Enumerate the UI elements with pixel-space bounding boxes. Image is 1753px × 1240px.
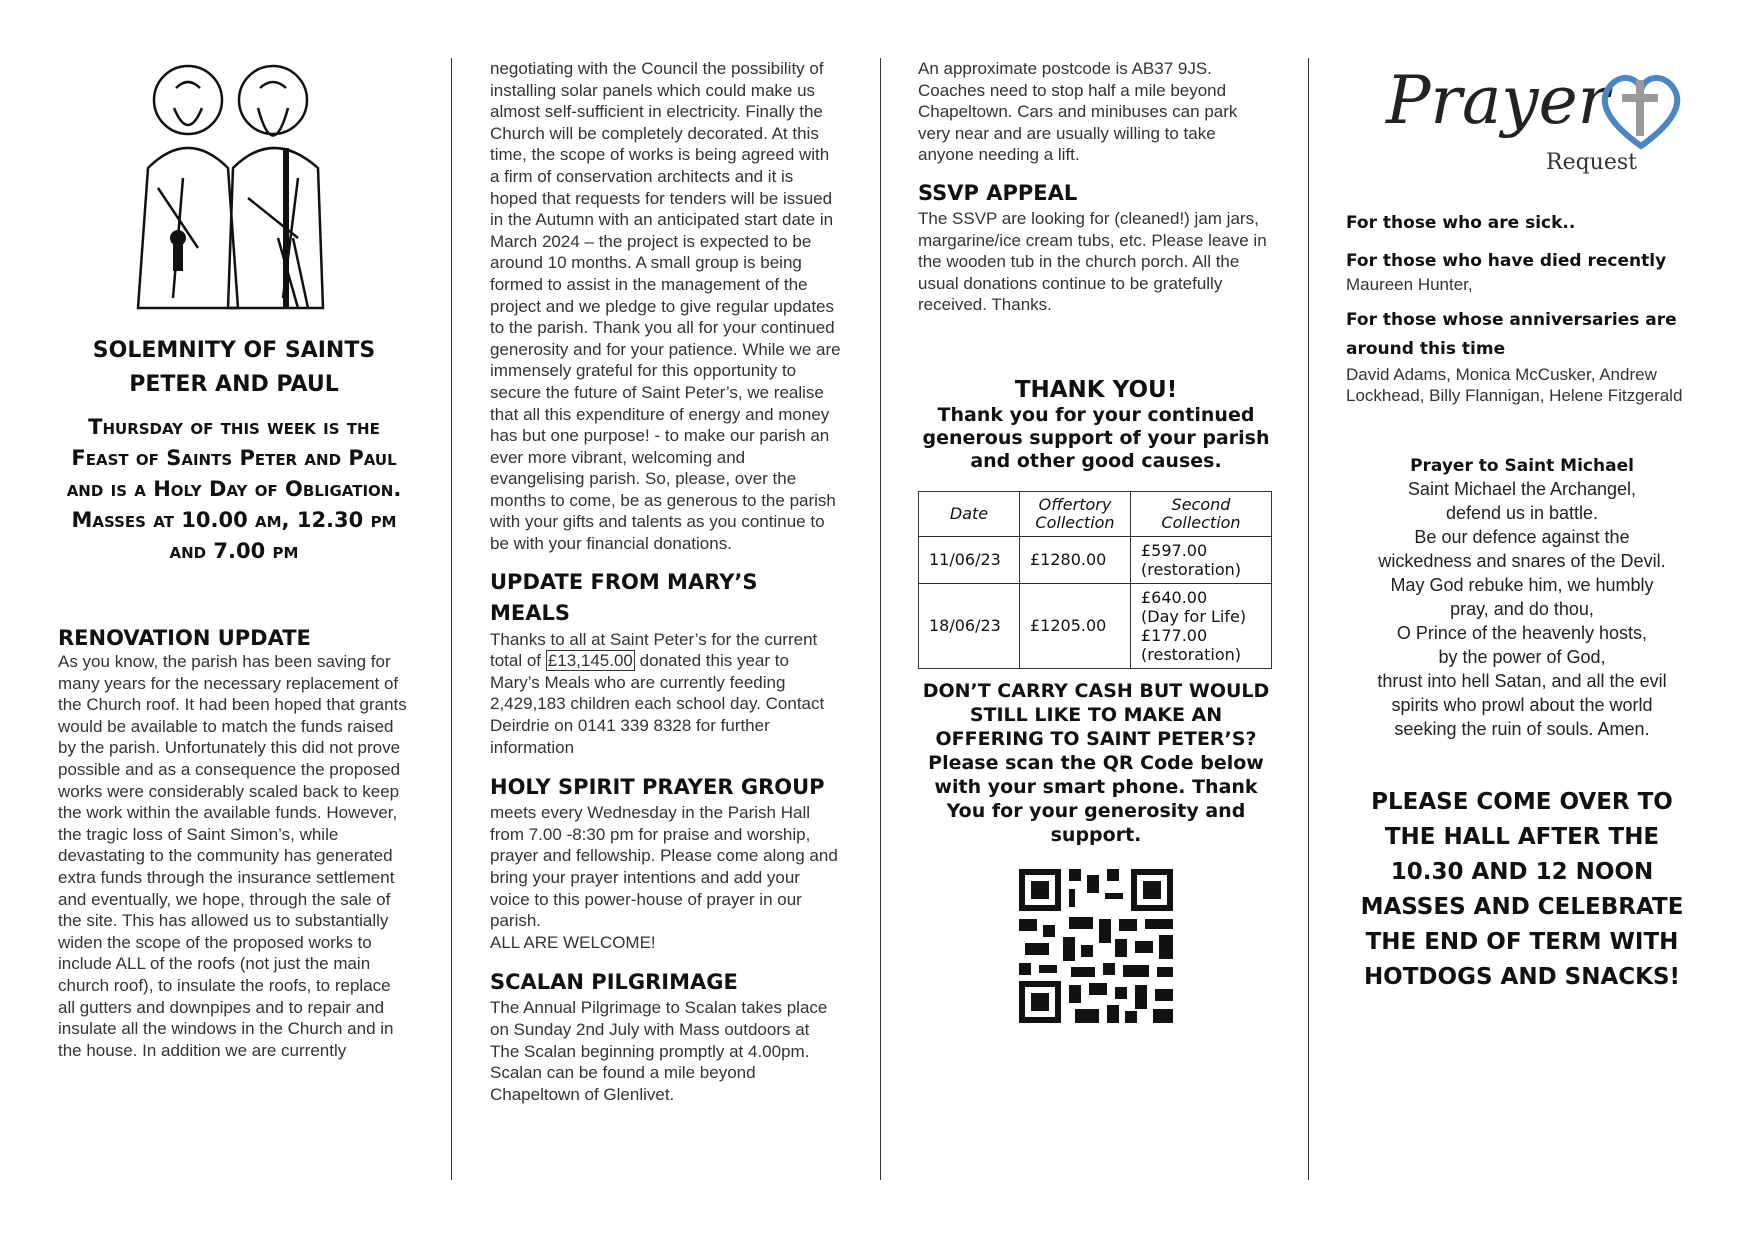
row-second: £597.00 (restoration) (1131, 536, 1272, 583)
anniversaries-names: David Adams, Monica McCusker, Andrew Lockhead, Billy Flannigan, Helene Fitzgerald (1346, 364, 1683, 406)
scalan-text-continued: An approximate postcode is AB37 9JS. Coaches need to stop half a mile beyond Chapeltown. Cars and minibuses can park very near and are usually willing to take anyone needing a lift. (918, 59, 1238, 165)
renovation-text-continued: negotiating with the Council the possibility of installing solar panels which could make us almost self-sufficient in electricity. Finally the Church will be completely decorated. At this time, the scope of works is being agreed with a firm of conservation architects and it is hoped that requests for tenders will be issued in the Autumn with an anticipated start date in March 2024 – the project is expected to be around 10 months. A small group is being formed to assist in the management of the project and we pledge to give regular updates to the parish. Thank you all for your continued generosity and for your patience. While we are immensely grateful for this opportunity to secure the future of Saint Peter’s, we realise that all this expenditure of energy and money has but one purpose! - to make our parish an ever more vibrant, welcoming and evangelising parish. So, please, over the months to come, be as generous to the parish with your gifts and talents as you continue to be with your financial donations. (490, 59, 841, 554)
saints-illustration (128, 58, 338, 316)
marys-meals-amount: £13,145.00 (547, 651, 633, 671)
row-offertory: £1205.00 (1020, 583, 1131, 668)
scalan-heading: SCALAN PILGRIMAGE (490, 970, 738, 995)
solemnity-title: SOLEMNITY OF SAINTS PETER AND PAUL (92, 338, 376, 397)
qr-code[interactable] (1019, 869, 1173, 1023)
row-second: £640.00 (Day for Life) £177.00 (restoration) (1131, 583, 1272, 668)
renovation-heading: RENOVATION UPDATE (58, 626, 311, 650)
scalan-text: The Annual Pilgrimage to Scalan takes place on Sunday 2nd July with Mass outdoors at The Scalan beginning promptly at 4.00pm. Scalan can be found a mile beyond Chapeltown of Glenlivet. (490, 998, 828, 1104)
prayer-request-logo (1376, 58, 1698, 208)
table-header-date: Date (919, 491, 1020, 536)
column-4 (1346, 58, 1698, 995)
cash-text: Please scan the QR Code below with your smart phone. Thank You for your generosity and support. (928, 751, 1264, 846)
marys-meals-heading: UPDATE FROM MARY’S MEALS (490, 569, 758, 625)
table-header-second: Second Collection (1131, 491, 1272, 536)
logo-sub: Request (1546, 150, 1637, 175)
column-divider-3 (1308, 58, 1309, 1180)
row-date: 18/06/23 (919, 583, 1020, 668)
column-3 (918, 58, 1274, 1023)
thank-you-text: Thank you for your continued generous support of your parish and other good causes. (922, 403, 1270, 472)
hall-notice: PLEASE COME OVER TO THE HALL AFTER THE 10.30 AND 12 NOON MASSES AND CELEBRATE THE END OF TERM WITH HOTDOGS AND SNACKS! (1360, 788, 1684, 990)
sick-heading: For those who are sick.. (1346, 213, 1576, 233)
prayer-group-welcome: ALL ARE WELCOME! (490, 932, 656, 952)
saints-peter-paul-icon (128, 58, 338, 316)
heart-cross-icon (1596, 66, 1686, 156)
table-header-offertory: Offertory Collection (1020, 491, 1131, 536)
ssvp-text: The SSVP are looking for (cleaned!) jam jars, margarine/ice cream tubs, etc. Please leave in the wooden tub in the church porch. All the usual donations continue to be gratefully received. Thanks. (918, 208, 1267, 315)
logo-word: Prayer (1386, 62, 1610, 139)
table-row (919, 536, 1272, 583)
row-offertory: £1280.00 (1020, 536, 1131, 583)
thank-you-heading: THANK YOU! (1014, 376, 1178, 403)
died-heading: For those who have died recently (1346, 251, 1667, 271)
renovation-text: As you know, the parish has been saving for many years for the necessary replacement of the Church roof. It had been hoped that grants would be available to match the funds raised by the parish. Unfortunately this did not prove possible and as a consequence the proposed works were considerably scaled back to keep the work within the available funds. However, the tragic loss of Saint Simon’s, while devastating to the community has generated extra funds through the insurance settlement and eventually, we hope, through the sale of the site. This has allowed us to substantially widen the scope of the proposed works to include ALL of the roofs (not just the main church roof), to insulate the roofs, to replace all gutters and downpipes and to repair and insulate all the windows in the Church and in the house. In addition we are currently (58, 652, 407, 1060)
qr-code-icon (1019, 869, 1173, 1023)
anniversaries-heading: For those whose anniversaries are around this time (1346, 309, 1677, 359)
saint-michael-prayer: Saint Michael the Archangel, defend us in battle. Be our defence against the wickedness and snares of the Devil. May God rebuke him, we humbly pray, and do thou, O Prince of the heavenly hosts, by the power of God, thrust into hell Satan, and all the evil spirits who prowl about the world seeking the ruin of souls. Amen. (1377, 478, 1667, 739)
marys-meals-text: Thanks to all at Saint Peter’s for the current total of £13,145.00 donated this year to Mary’s Meals who are currently feeding 2,429,183 children each school day. Contact Deirdrie on 0141 339 8328 for further information (490, 629, 825, 757)
column-divider-2 (880, 58, 881, 1180)
prayer-group-heading: HOLY SPIRIT PRAYER GROUP (490, 775, 825, 800)
table-row (919, 583, 1272, 668)
saint-michael-heading: Prayer to Saint Michael (1410, 455, 1634, 476)
row-date: 11/06/23 (919, 536, 1020, 583)
cash-heading: DON’T CARRY CASH BUT WOULD STILL LIKE TO MAKE AN OFFERING TO SAINT PETER’S? (922, 679, 1270, 750)
column-1 (58, 58, 410, 1061)
ssvp-heading: SSVP APPEAL (918, 180, 1078, 205)
feast-notice: Thursday of this week is the Feast of Saints Peter and Paul and is a Holy Day of Obligation. Masses at 10.00 am, 12.30 pm and 7.00 pm (66, 415, 402, 563)
prayer-group-text: meets every Wednesday in the Parish Hall from 7.00 -8:30 pm for praise and worship, prayer and fellowship. Please come along and bring your prayer intentions and add your voice to this power-house of prayer in our parish. (490, 803, 838, 931)
column-divider-1 (451, 58, 452, 1180)
table-header-row (919, 491, 1272, 536)
column-2 (490, 58, 842, 1105)
collections-table (918, 491, 1272, 669)
died-names: Maureen Hunter, (1346, 275, 1473, 294)
